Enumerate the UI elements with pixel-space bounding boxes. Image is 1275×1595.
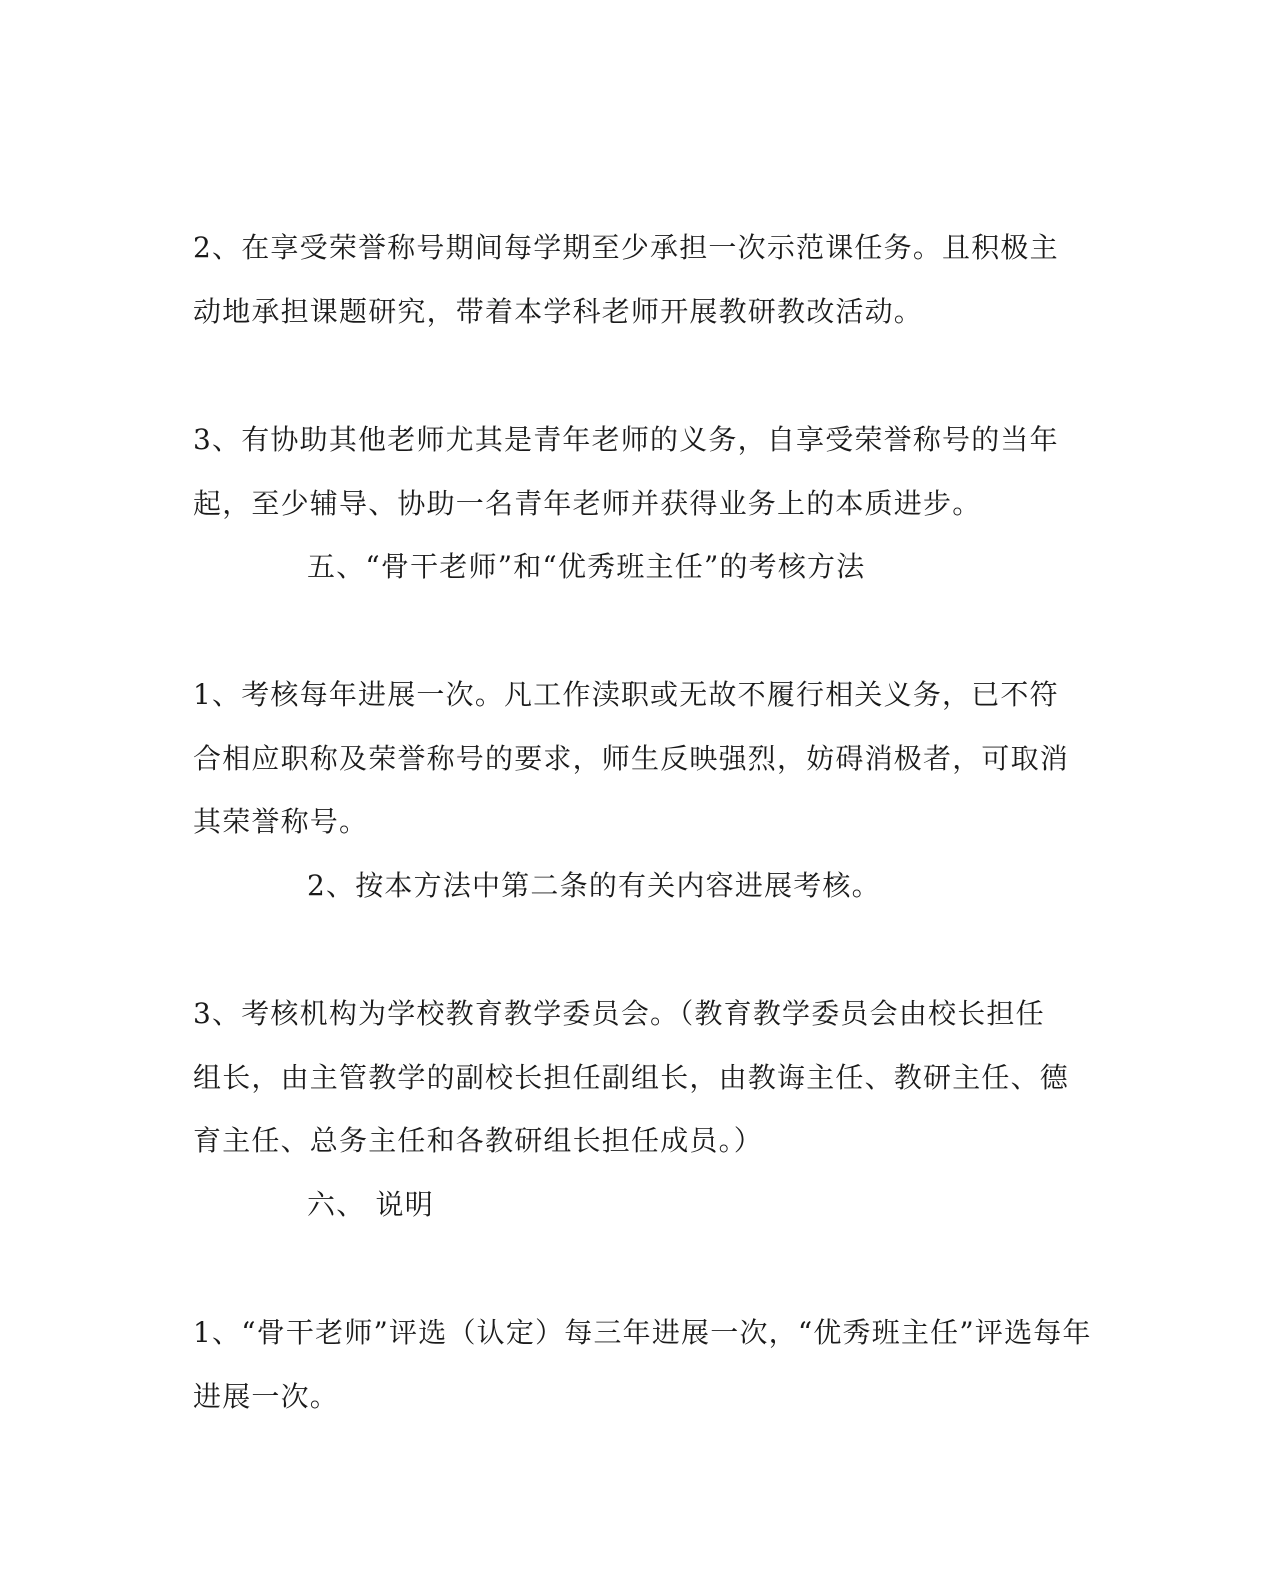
text-line: 3、考核机构为学校教育教学委员会。（教育教学委员会由校长担任	[193, 997, 1045, 1030]
text-line: 1、“骨干老师”评选（认定）每三年进展一次，“优秀班主任”评选每年	[193, 1316, 1092, 1349]
text-line: 组长，由主管教学的副校长担任副组长，由教诲主任、教研主任、德	[193, 1061, 1070, 1094]
text-line: 进展一次。	[193, 1380, 340, 1413]
text-line: 育主任、总务主任和各教研组长担任成员。）	[193, 1124, 764, 1157]
text-line: 其荣誉称号。	[193, 805, 369, 838]
text-line: 动地承担课题研究，带着本学科老师开展教研教改活动。	[193, 295, 924, 328]
text-line: 起，至少辅导、协助一名青年老师并获得业务上的本质进步。	[193, 487, 982, 520]
text-line: 2、在享受荣誉称号期间每学期至少承担一次示范课任务。且积极主	[193, 231, 1059, 264]
section-heading: 六、 说明	[307, 1188, 434, 1221]
text-line: 3、有协助其他老师尤其是青年老师的义务，自享受荣誉称号的当年	[193, 423, 1059, 456]
text-line: 2、按本方法中第二条的有关内容进展考核。	[307, 869, 881, 902]
text-line: 合相应职称及荣誉称号的要求，师生反映强烈，妨碍消极者，可取消	[193, 742, 1070, 775]
section-heading: 五、“骨干老师”和“优秀班主任”的考核方法	[307, 550, 866, 583]
text-line: 1、考核每年进展一次。凡工作渎职或无故不履行相关义务，已不符	[193, 678, 1059, 711]
